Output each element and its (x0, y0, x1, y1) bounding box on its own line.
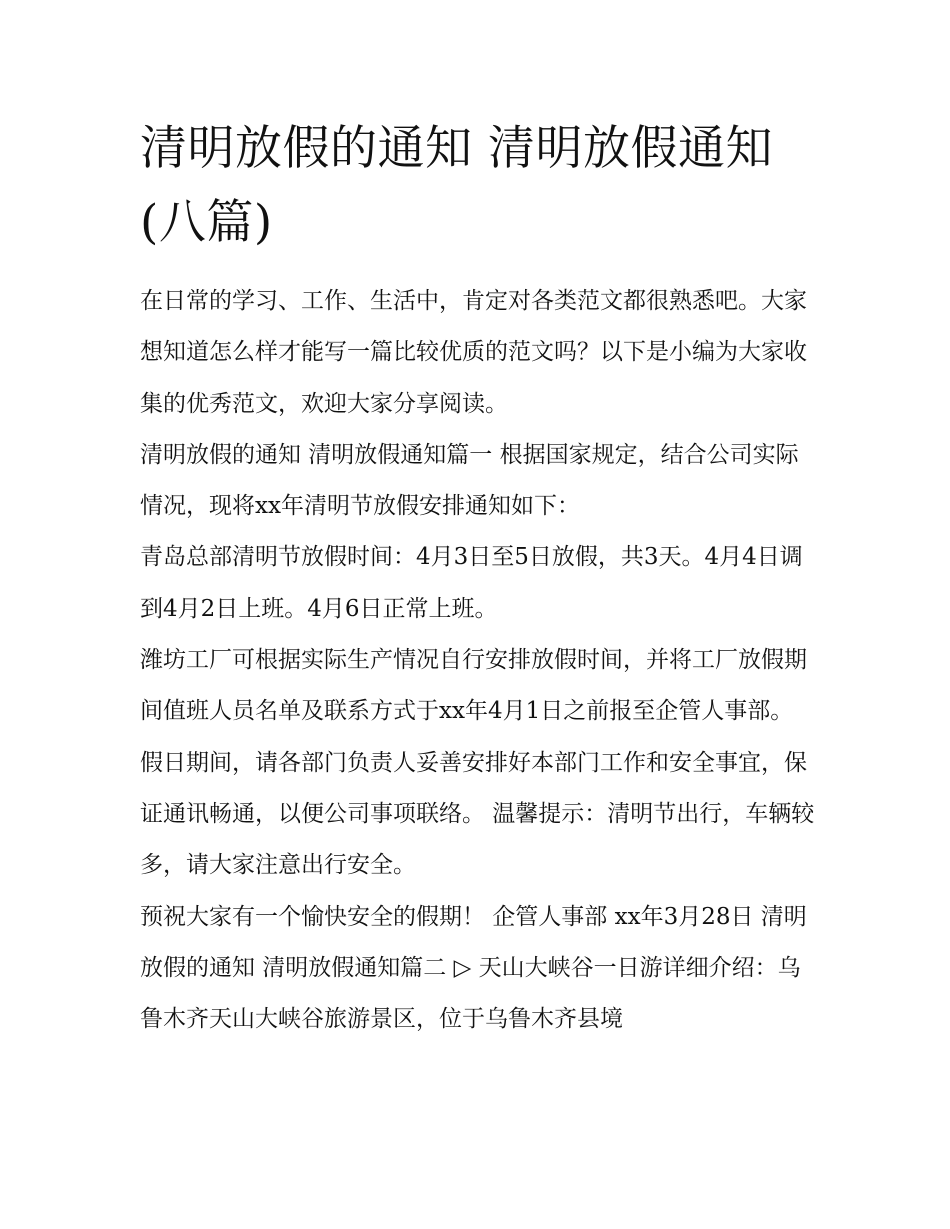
paragraph-holiday-safety: 假日期间，请各部门负责人妥善安排好本部门工作和安全事宜，保证通讯畅通，以便公司事项联络。 温馨提示：清明节出行，车辆较多，请大家注意出行安全。 (140, 749, 815, 879)
paragraph-notice-one: 清明放假的通知 清明放假通知篇一 根据国家规定，结合公司实际情况，现将xx年清明节放假安排通知如下： (140, 441, 799, 520)
paragraph-qingdao-schedule: 青岛总部清明节放假时间：4月3日至5日放假，共3天。4月4日调到4月2日上班。4月6日正常上班。 (140, 544, 803, 622)
document-title: 清明放假的通知 清明放假通知(八篇) (140, 121, 773, 250)
paragraph-weifang-factory: 潍坊工厂可根据实际生产情况自行安排放假时间，并将工厂放假期间值班人员名单及联系方式于xx年4月1日之前报至企管人事部。 (140, 647, 807, 725)
paragraph-closing-and-notice-two: 预祝大家有一个愉快安全的假期！ 企管人事部 xx年3月28日 清明放假的通知 清明放假通知篇二 ▷ 天山大峡谷一日游详细介绍：乌鲁木齐天山大峡谷旅游景区，位于乌鲁木齐县境 (140, 903, 807, 1033)
paragraph-intro: 在日常的学习、工作、生活中，肯定对各类范文都很熟悉吧。大家想知道怎么样才能写一篇比较优质的范文吗？以下是小编为大家收集的优秀范文，欢迎大家分享阅读。 (140, 288, 807, 417)
document-body (140, 276, 820, 1045)
